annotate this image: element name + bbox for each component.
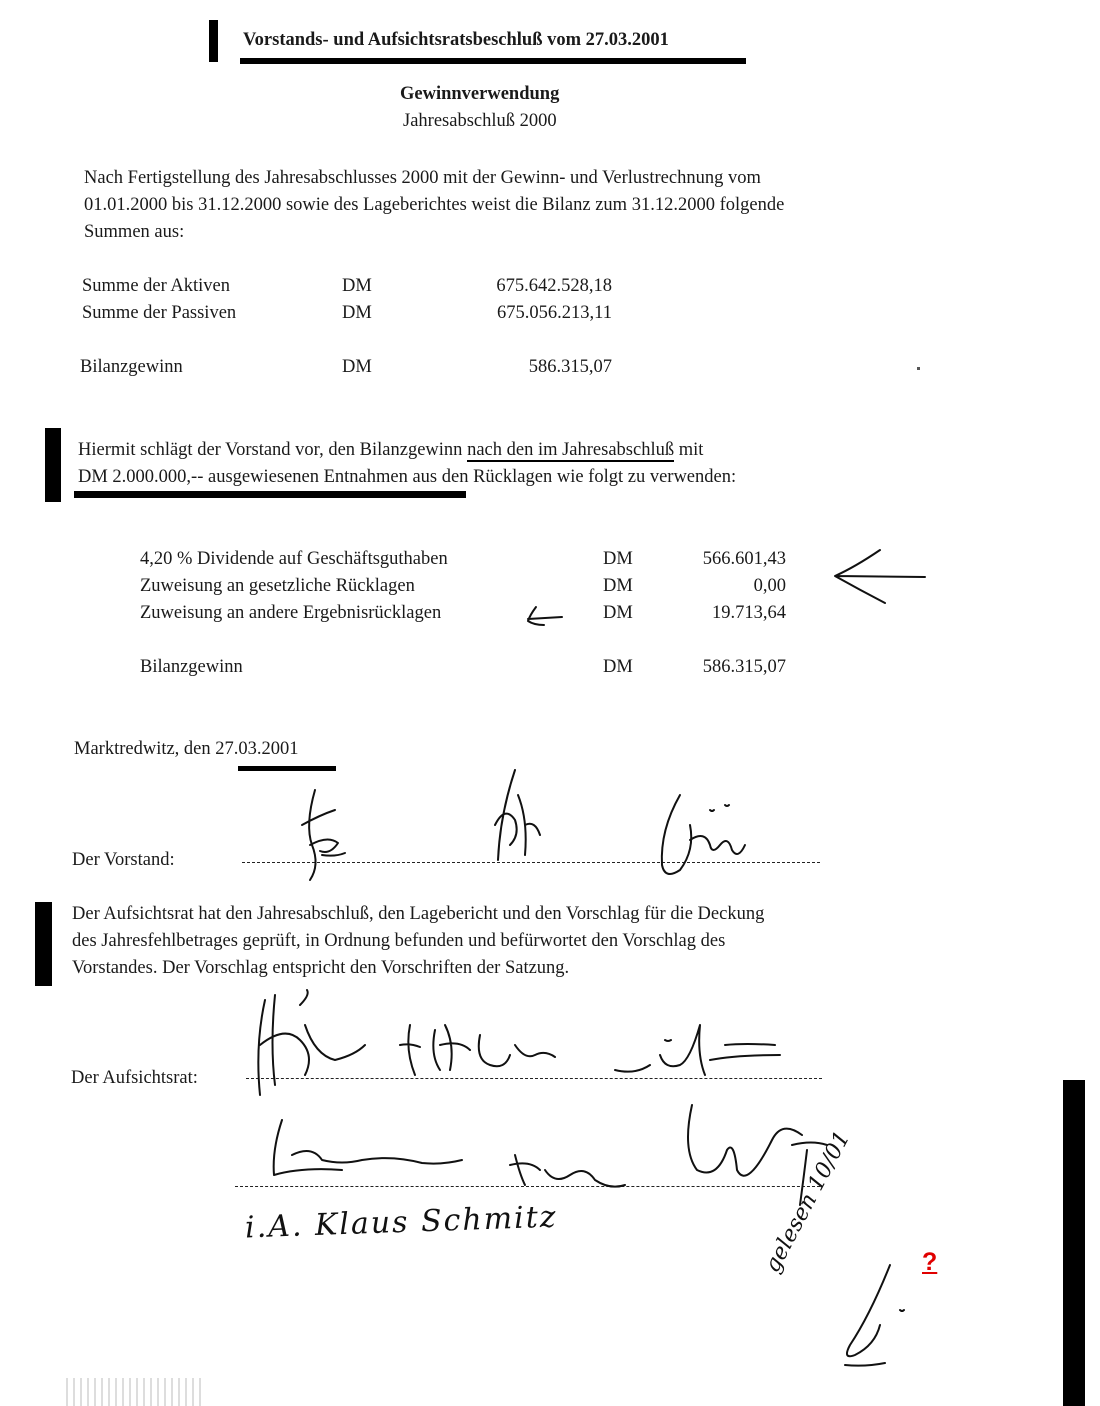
title-underline: [240, 58, 746, 64]
board-signature-3-icon: [650, 790, 760, 890]
proposal-text: Hiermit schlägt der Vorstand vor, den Bilanzgewinn: [78, 440, 468, 460]
allocation-row-currency: DM: [603, 549, 633, 569]
scan-edge-marks: [66, 1378, 206, 1406]
allocation-row-label: 4,20 % Dividende auf Geschäftsguthaben: [140, 549, 448, 569]
intro-line-2: 01.01.2000 bis 31.12.2000 sowie des Lageberichtes weist die Bilanz zum 31.12.2000 folgende: [84, 195, 785, 215]
redaction-bar-title: [209, 20, 218, 62]
intro-line-3: Summen aus:: [84, 222, 185, 242]
place-date: [74, 739, 299, 760]
redaction-bar-proposal: [45, 428, 61, 502]
summary-row-label: Summe der Passiven: [82, 303, 237, 323]
proposal-underlined-text: DM 2.000.000,-- ausgewiesenen Entnahmen: [78, 467, 408, 487]
proposal-underlined-text: nach den im Jahresabschluß: [467, 440, 675, 460]
redaction-bar-council: [35, 902, 52, 986]
proposal-underline: [74, 491, 466, 498]
allocation-row-amount: 0,00: [753, 576, 786, 596]
council-signature-4-icon: [262, 1105, 472, 1180]
board-signature-2-icon: [480, 765, 550, 875]
allocation-row-currency: DM: [603, 576, 633, 596]
handwritten-arrow-small-icon: [522, 603, 567, 633]
council-label: Der Aufsichtsrat:: [71, 1068, 198, 1088]
council-line-1: Der Aufsichtsrat hat den Jahresabschluß, den Lagebericht und den Vorschlag für die Deckung: [72, 904, 765, 924]
right-edge-bar: [1063, 1080, 1085, 1406]
board-signature-1-icon: [290, 785, 360, 885]
council-signature-1-icon: [245, 985, 375, 1115]
council-line-3: Vorstandes. Der Vorschlag entspricht den Vorschriften der Satzung.: [72, 958, 570, 978]
section-subheading: Jahresabschluß 2000: [403, 111, 557, 131]
section-heading: Gewinnverwendung: [400, 84, 560, 104]
council-signature-2-icon: [395, 1015, 570, 1085]
summary-row-currency: DM: [342, 303, 372, 323]
summary-row-currency: DM: [342, 357, 372, 377]
proposal-text: aus den Rücklagen wie folgt zu verwenden:: [407, 467, 737, 487]
proposal-text: mit: [674, 440, 704, 460]
summary-row-amount: 675.642.528,18: [496, 276, 612, 296]
allocation-row-currency: DM: [603, 603, 633, 623]
allocation-row-amount: 19.713,64: [712, 603, 786, 623]
date-underline: [238, 766, 336, 771]
board-label: Der Vorstand:: [72, 850, 175, 870]
proposal-line-2: [78, 467, 736, 488]
council-line-2: des Jahresfehlbetrages geprüft, in Ordnung befunden und befürwortet den Vorschlag des: [72, 931, 726, 951]
summary-row-label: Bilanzgewinn: [80, 357, 183, 377]
council-signature-3-icon: [605, 1015, 785, 1090]
summary-row-amount: 675.056.213,11: [497, 303, 612, 323]
intro-line-1: Nach Fertigstellung des Jahresabschlusses 2000 mit der Gewinn- und Verlustrechnung vom: [84, 168, 761, 188]
question-marker[interactable]: ?: [922, 1248, 938, 1276]
place-date-date: 27.03.2001: [215, 739, 299, 759]
allocation-row-label: Bilanzgewinn: [140, 657, 243, 677]
council-signature-5-icon: [500, 1140, 640, 1200]
proposal-line-1: [78, 440, 703, 461]
allocation-row-label: Zuweisung an andere Ergebnisrücklagen: [140, 603, 442, 623]
place-date-prefix: Marktredwitz, den: [74, 739, 216, 759]
handwritten-arrow-icon: [825, 545, 930, 610]
handwritten-signature-name: i.A. Klaus Schmitz: [244, 1199, 559, 1246]
allocation-row-amount: 586.315,07: [702, 657, 786, 677]
handwritten-read-note: gelesen 10/01: [760, 1127, 856, 1277]
allocation-row-currency: DM: [603, 657, 633, 677]
document-title: Vorstands- und Aufsichtsratsbeschluß vom 27.03.2001: [243, 30, 669, 50]
handwritten-initial-icon: [830, 1255, 910, 1375]
summary-row-currency: DM: [342, 276, 372, 296]
scan-dot: [917, 367, 920, 370]
allocation-row-amount: 566.601,43: [702, 549, 786, 569]
allocation-row-label: Zuweisung an gesetzliche Rücklagen: [140, 576, 415, 596]
summary-row-amount: 586.315,07: [528, 357, 612, 377]
summary-row-label: Summe der Aktiven: [82, 276, 230, 296]
